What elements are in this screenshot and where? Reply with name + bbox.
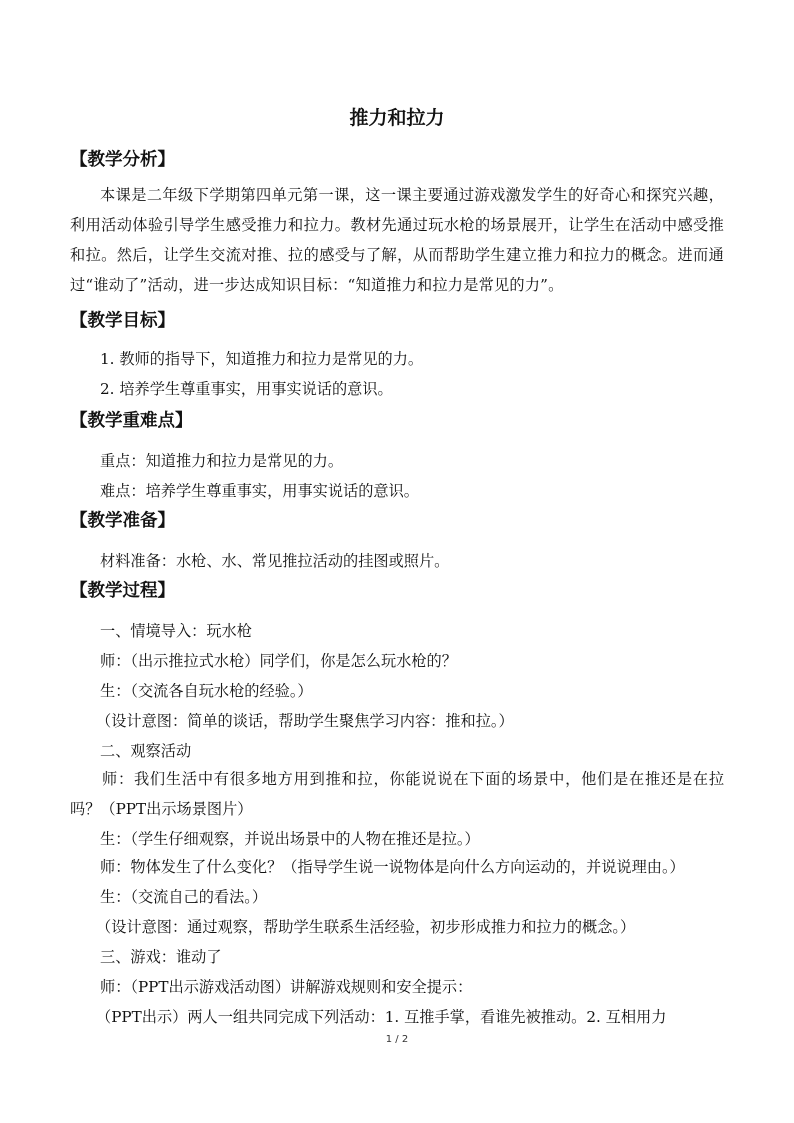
process-line-3: 生：（交流各自玩水枪的经验。） xyxy=(100,682,313,700)
document-title: 推力和拉力 xyxy=(349,107,445,129)
process-line-1: 一、情境导入：玩水枪 xyxy=(100,622,252,640)
process-line-13: （PPT出示）两人一组共同完成下列活动：1. 互推手掌，看谁先被推动。2. 互相用力 xyxy=(96,1008,667,1026)
process-line-5: 二、观察活动 xyxy=(100,742,192,760)
section-heading-process: 【教学过程】 xyxy=(70,581,175,601)
goal-item-2: 2. 培养学生尊重事实，用事实说话的意识。 xyxy=(100,380,393,398)
preparation-item: 材料准备：水枪、水、常见推拉活动的挂图或照片。 xyxy=(100,552,450,570)
process-line-11: 三、游戏：谁动了 xyxy=(100,948,222,966)
goal-item-1: 1. 教师的指导下，知道推力和拉力是常见的力。 xyxy=(100,350,424,368)
section-heading-preparation: 【教学准备】 xyxy=(70,511,175,531)
process-line-9: 生：（交流自己的看法。） xyxy=(100,888,268,906)
process-line-7: 生：（学生仔细观察，并说出场景中的人物在推还是拉。） xyxy=(100,830,480,848)
process-line-2: 师：（出示推拉式水枪）同学们，你是怎么玩水枪的？ xyxy=(100,652,457,670)
keypoint-difficulty: 难点：培养学生尊重事实，用事实说话的意识。 xyxy=(100,482,419,500)
keypoint-focus: 重点：知道推力和拉力是常见的力。 xyxy=(100,452,343,470)
section-heading-keypoints: 【教学重难点】 xyxy=(70,411,193,431)
process-line-4: （设计意图：简单的谈话，帮助学生聚焦学习内容：推和拉。） xyxy=(96,712,514,730)
analysis-paragraph: 本课是二年级下学期第四单元第一课，这一课主要通过游戏激发学生的好奇心和探究兴趣，利用活动体验引导学生感受推力和拉力。教材先通过玩水枪的场景展开，让学生在活动中感受推和拉。然后，让学生交流对推、拉的感受与了解，从而帮助学生建立推力和拉力的概念。进而通过“谁动了”活动，进一步达成知识目标：“知道推力和拉力是常见的力”。 xyxy=(70,186,724,294)
section-heading-goals: 【教学目标】 xyxy=(70,311,175,331)
section-heading-analysis: 【教学分析】 xyxy=(70,150,175,170)
process-line-10: （设计意图：通过观察，帮助学生联系生活经验，初步形成推力和拉力的概念。） xyxy=(96,918,636,936)
page-number: 1 / 2 xyxy=(385,1034,409,1045)
process-line-8: 师：物体发生了什么变化？（指导学生说一说物体是向什么方向运动的，并说说理由。） xyxy=(100,858,685,876)
process-line-6: 师：我们生活中有很多地方用到推和拉，你能说说在下面的场景中，他们是在推还是在拉吗？（PPT出示场景图片） xyxy=(70,770,724,818)
process-line-12: 师：（PPT出示游戏活动图）讲解游戏规则和安全提示： xyxy=(100,978,473,996)
